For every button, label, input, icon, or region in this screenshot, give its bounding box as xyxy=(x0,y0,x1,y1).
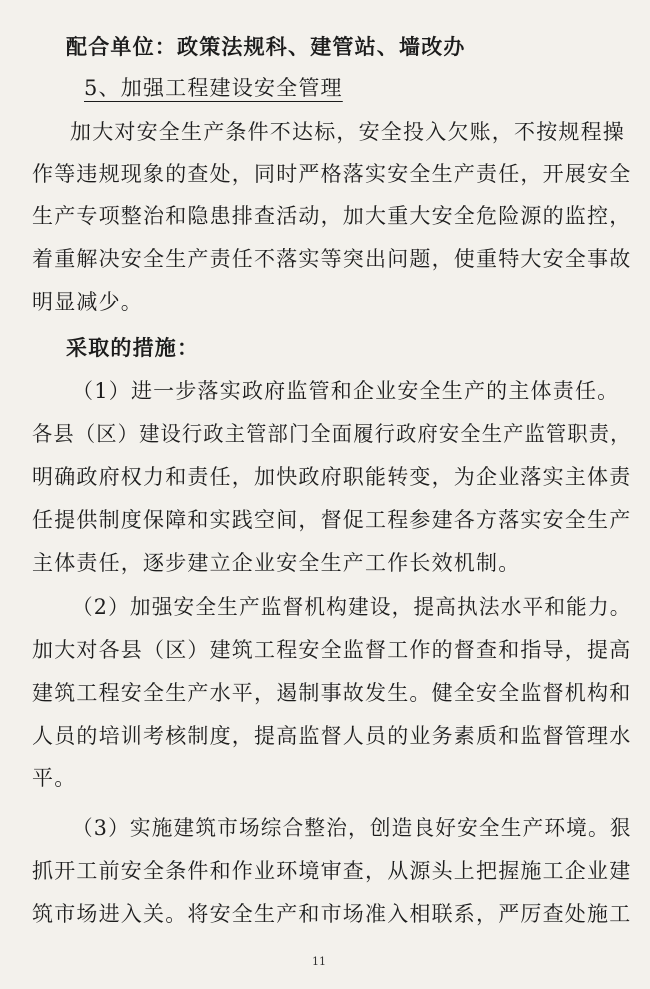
cooperating-units-line: 配合单位：政策法规科、建管站、墙改办 xyxy=(66,34,466,59)
page-number: 11 xyxy=(312,955,326,968)
measure-item-line: （1）进一步落实政府监管和企业安全生产的主体责任。 xyxy=(72,379,620,403)
section-title: 5、加强工程建设安全管理 xyxy=(84,76,343,100)
paragraph-line: 明显减少。 xyxy=(32,290,143,314)
measure-item-line: 人员的培训考核制度，提高监督人员的业务素质和监督管理水 xyxy=(32,724,632,748)
paragraph-line: 加大对安全生产条件不达标，安全投入欠账，不按规程操 xyxy=(70,120,625,144)
measure-item-line: （3）实施建筑市场综合整治，创造良好安全生产环境。狠 xyxy=(72,816,632,840)
measure-item-line: 任提供制度保障和实践空间，督促工程参建各方落实安全生产 xyxy=(32,508,632,532)
measure-item-line: 平。 xyxy=(32,766,77,790)
measure-item-line: 建筑工程安全生产水平，遏制事故发生。健全安全监督机构和 xyxy=(32,681,632,705)
measure-item-line: 明确政府权力和责任，加快政府职能转变，为企业落实主体责 xyxy=(32,465,632,489)
paragraph-line: 生产专项整治和隐患排查活动，加大重大安全危险源的监控， xyxy=(32,204,632,228)
measure-item-line: （2）加强安全生产监督机构建设，提高执法水平和能力。 xyxy=(72,595,632,619)
measure-item-line: 抓开工前安全条件和作业环境审查，从源头上把握施工企业建 xyxy=(32,859,632,883)
measure-item-line: 筑市场进入关。将安全生产和市场准入相联系，严厉查处施工 xyxy=(32,902,632,926)
measure-item-line: 主体责任，逐步建立企业安全生产工作长效机制。 xyxy=(32,551,521,575)
measure-item-line: 加大对各县（区）建筑工程安全监督工作的督查和指导，提高 xyxy=(32,638,632,662)
paragraph-line: 作等违规现象的查处，同时严格落实安全生产责任，开展安全 xyxy=(32,162,632,186)
measures-title: 采取的措施： xyxy=(66,335,200,360)
paragraph-line: 着重解决安全生产责任不落实等突出问题，使重特大安全事故 xyxy=(32,247,632,271)
measure-item-line: 各县（区）建设行政主管部门全面履行政府安全生产监管职责， xyxy=(32,422,632,446)
